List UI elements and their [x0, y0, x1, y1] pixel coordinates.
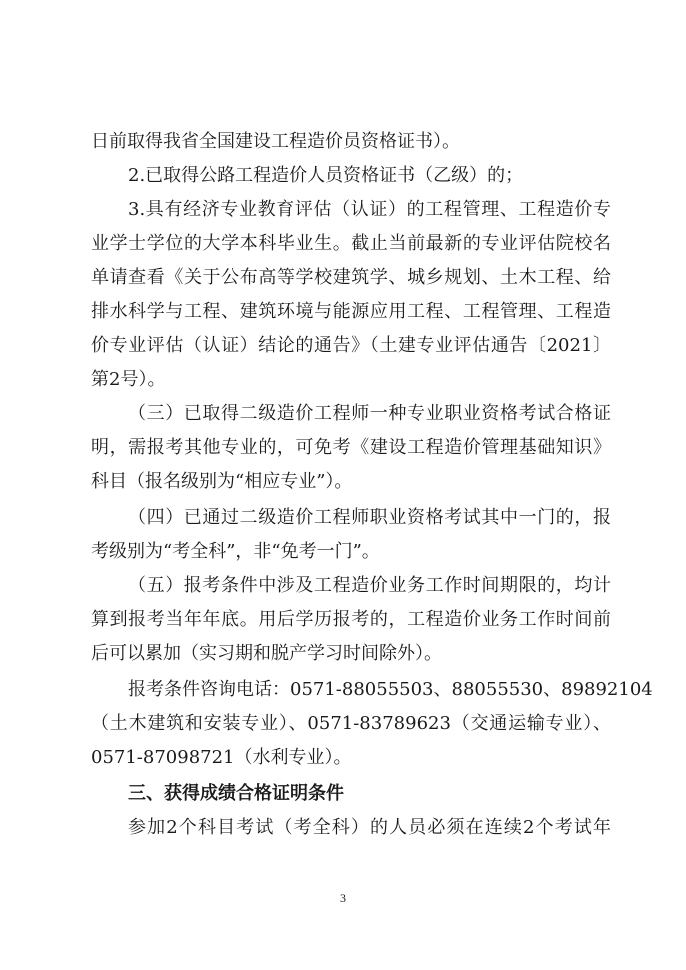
paragraph-line: 参加2个科目考试（考全科）的人员必须在连续2个考试年: [128, 817, 611, 838]
paragraph-line: （土木建筑和安装专业）、0571-83789623（交通运输专业）、: [91, 713, 611, 734]
paragraph-line: 后可以累加（实习期和脱产学习时间除外）。: [91, 643, 442, 664]
section-heading: 三、获得成绩合格证明条件: [128, 783, 344, 804]
paragraph-line: 0571-87098721（水利专业）。: [91, 747, 352, 768]
paragraph-line: 报考条件咨询电话：0571-88055503、88055530、89892104: [128, 679, 653, 700]
paragraph-line: 算到报考当年年底。用后学历报考的，工程造价业务工作时间前: [91, 609, 611, 630]
paragraph-line: 第2号）。: [91, 369, 166, 390]
paragraph-line: （三）已取得二级造价工程师一种专业职业资格考试合格证: [128, 403, 611, 424]
page-number: 3: [340, 891, 346, 905]
paragraph-line: 排水科学与工程、建筑环境与能源应用工程、工程管理、工程造: [91, 301, 611, 322]
paragraph-line: 价专业评估（认证）结论的通告》（土建专业评估通告〔2021〕: [91, 335, 611, 356]
paragraph-line: 明，需报考其他专业的，可免考《建设工程造价管理基础知识》: [91, 437, 611, 458]
paragraph-line: （五）报考条件中涉及工程造价业务工作时间期限的，均计: [128, 575, 611, 596]
paragraph-line: 3.具有经济专业教育评估（认证）的工程管理、工程造价专: [128, 199, 611, 220]
paragraph-line: （四）已通过二级造价工程师职业资格考试其中一门的，报: [128, 507, 611, 528]
paragraph-line: 科目（报名级别为“相应专业”）。: [91, 471, 353, 492]
paragraph-line: 业学士学位的大学本科毕业生。截止当前最新的专业评估院校名: [91, 233, 611, 254]
paragraph-line: 单请查看《关于公布高等学校建筑学、城乡规划、土木工程、给: [91, 267, 611, 288]
paragraph-line: 考级别为“考全科”，非“免考一门”。: [91, 541, 380, 562]
paragraph-line: 2.已取得公路工程造价人员资格证书（乙级）的；: [128, 165, 524, 186]
paragraph-line: 日前取得我省全国建设工程造价员资格证书）。: [91, 131, 460, 152]
